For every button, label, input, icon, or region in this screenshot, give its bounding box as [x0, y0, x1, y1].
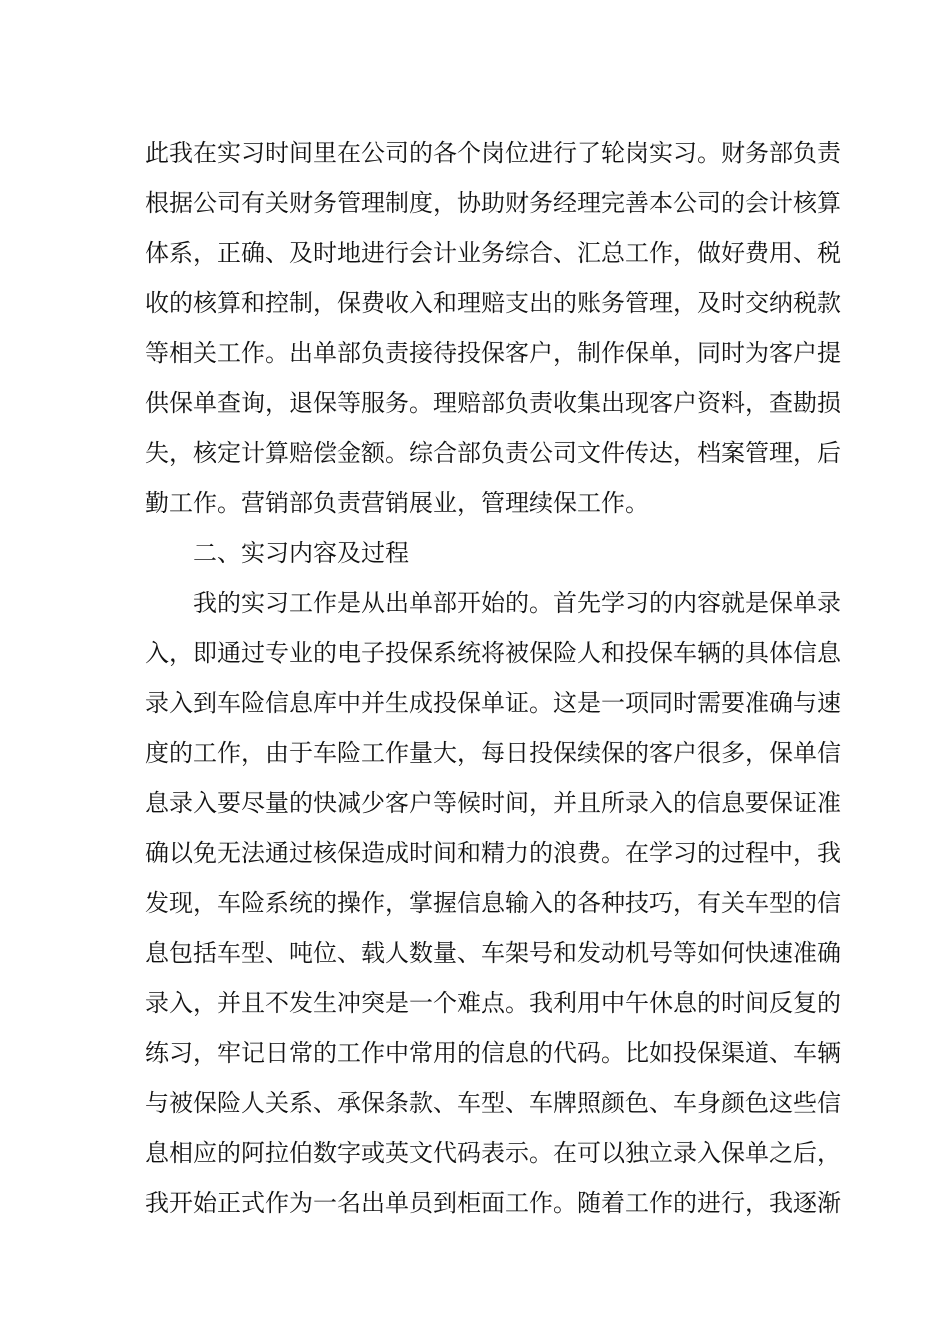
text-line: 失，核定计算赔偿金额。综合部负责公司文件传达，档案管理，后	[145, 439, 841, 467]
text-line: 我开始正式作为一名出单员到柜面工作。随着工作的进行，我逐渐	[145, 1189, 841, 1217]
section-heading: 二、实习内容及过程	[193, 539, 409, 567]
text-line: 勤工作。营销部负责营销展业，管理续保工作。	[145, 489, 649, 517]
text-line: 息录入要尽量的快减少客户等候时间，并且所录入的信息要保证准	[145, 789, 841, 817]
text-line: 练习，牢记日常的工作中常用的信息的代码。比如投保渠道、车辆	[145, 1039, 841, 1067]
text-line: 度的工作，由于车险工作量大，每日投保续保的客户很多，保单信	[145, 739, 841, 767]
text-line: 与被保险人关系、承保条款、车型、车牌照颜色、车身颜色这些信	[145, 1089, 841, 1117]
text-line: 根据公司有关财务管理制度，协助财务经理完善本公司的会计核算	[145, 189, 841, 217]
text-line: 息相应的阿拉伯数字或英文代码表示。在可以独立录入保单之后，	[145, 1139, 841, 1167]
text-line: 体系，正确、及时地进行会计业务综合、汇总工作，做好费用、税	[145, 239, 841, 267]
text-line: 此我在实习时间里在公司的各个岗位进行了轮岗实习。财务部负责	[145, 139, 841, 167]
text-line: 等相关工作。出单部负责接待投保客户，制作保单，同时为客户提	[145, 339, 841, 367]
text-line: 确以免无法通过核保造成时间和精力的浪费。在学习的过程中，我	[145, 839, 841, 867]
text-line: 发现，车险系统的操作，掌握信息输入的各种技巧，有关车型的信	[145, 889, 841, 917]
document-body	[145, 128, 841, 1228]
text-line: 录入到车险信息库中并生成投保单证。这是一项同时需要准确与速	[145, 689, 841, 717]
text-line: 收的核算和控制，保费收入和理赔支出的账务管理，及时交纳税款	[145, 289, 841, 317]
text-line: 入，即通过专业的电子投保系统将被保险人和投保车辆的具体信息	[145, 639, 841, 667]
text-line: 我的实习工作是从出单部开始的。首先学习的内容就是保单录	[193, 589, 841, 617]
text-line: 供保单查询，退保等服务。理赔部负责收集出现客户资料，查勘损	[145, 389, 841, 417]
text-line: 录入，并且不发生冲突是一个难点。我利用中午休息的时间反复的	[145, 989, 841, 1017]
text-line: 息包括车型、吨位、载人数量、车架号和发动机号等如何快速准确	[145, 939, 841, 967]
